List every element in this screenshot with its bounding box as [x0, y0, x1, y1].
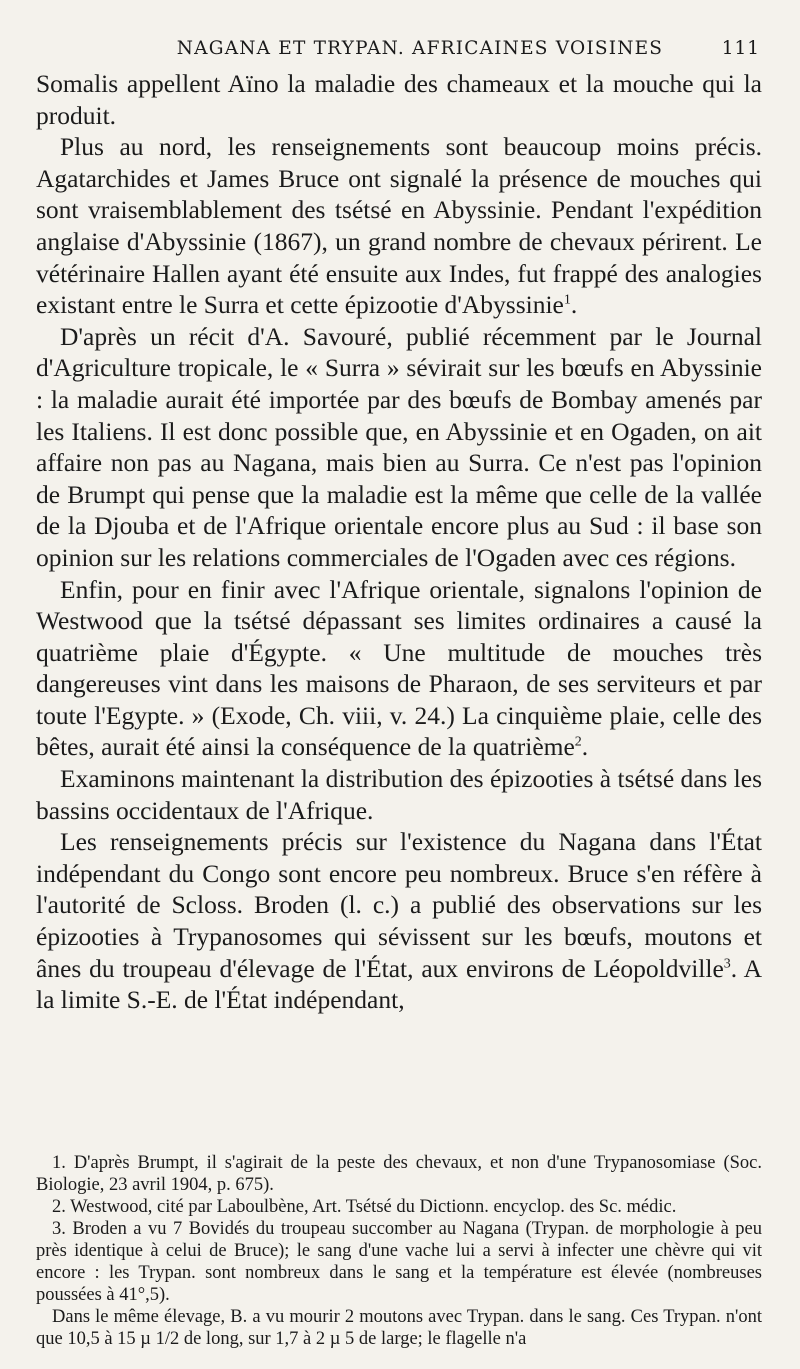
paragraph-savoure: D'après un récit d'A. Savouré, publié récemment par le Journal d'Agriculture tropicale, le « Surra » sévirait sur les bœufs en Abyssinie : la maladie aurait été importée par des bœufs de Bombay amenés par les Italiens. Il est donc possible que, en Abyssinie et en Ogaden, on ait affaire non pas au Nagana, mais bien au Surra. Ce n'est pas l'opinion de Brumpt qui pense que la maladie est la même que celle de la vallée de la Djouba et de l'Afrique orientale encore plus au Sud : il base son opinion sur les relations commerciales de l'Ogaden avec ces régions. — [36, 321, 762, 572]
paragraph-westwood: Enfin, pour en finir avec l'Afrique orientale, signalons l'opinion de Westwood que la tsétsé dépassant ses limites ordinaires a causé la quatrième plaie d'Égypte. « Une multitude de mouches très dangereuses vint dans les maisons de Pharaon, de ses serviteurs et par toute l'Egypte. » (Exode, Ch. viii, v. 24.) La cinquième plaie, celle des bêtes, aurait été ainsi la conséquence de la quatrième$^2$. — [36, 574, 762, 762]
running-title: NAGANA ET TRYPAN. AFRICAINES VOISINES — [176, 38, 664, 59]
body-text — [36, 68, 762, 1016]
footnote-ref-2: 2 — [574, 734, 582, 750]
footnotes — [36, 1152, 762, 1350]
page-number: 111 — [721, 38, 760, 59]
footnote-2: 2. Westwood, cité par Laboulbène, Art. Tsétsé du Dictionn. encyclop. des Sc. médic. — [52, 1197, 677, 1217]
paragraph-abyssinie: Plus au nord, les renseignements sont beaucoup moins précis. Agatarchides et James Bruce ont signalé la présence de mouches qui sont vraisemblablement des tsétsé en Abyssinie. Pendant l'expédition anglaise d'Abyssinie (1867), un grand nombre de chevaux périrent. Le vétérinaire Hallen ayant été ensuite aux Indes, fut frappé des analogies existant entre le Surra et cette épizootie d'Abyssinie$^1$. — [36, 132, 762, 320]
footnote-3-continued: Dans le même élevage, B. a vu mourir 2 moutons avec Trypan. dans le sang. Ces Trypan. n'ont que 10,5 à 15 µ 1/2 de long, sur 1,7 à 2 µ 5 de large; le flagelle n'a — [36, 1307, 762, 1349]
footnote-ref-3: 3 — [723, 956, 731, 972]
paragraph-continuation: Somalis appellent Aïno la maladie des chameaux et la mouche qui la produit. — [36, 69, 762, 130]
footnote-ref-1: 1 — [563, 292, 571, 308]
running-head — [40, 38, 760, 64]
footnote-1: 1. D'après Brumpt, il s'agirait de la peste des chevaux, et non d'une Trypanosomiase (Soc. Biologie, 23 avril 1904, p. 675). — [36, 1153, 762, 1195]
footnote-3: 3. Broden a vu 7 Bovidés du troupeau succomber au Nagana (Trypan. de morphologie à peu près identique à celui de Bruce); le sang d'une vache lui a servi à infecter une chèvre qui vit encore : les Trypan. sont nombreux dans le sang et la température est élevée (nombreuses poussées à 41°,5). — [36, 1219, 762, 1305]
paragraph-bassins: Examinons maintenant la distribution des épizooties à tsétsé dans les bassins occidentaux de l'Afrique. — [36, 764, 762, 825]
paragraph-congo: Les renseignements précis sur l'existence du Nagana dans l'État indépendant du Congo sont encore peu nombreux. Bruce s'en réfère à l'autorité de Scloss. Broden (l. c.) a publié des observations sur les épizooties à Trypanosomes qui sévissent sur les bœufs, moutons et ânes du troupeau d'élevage de l'État, aux environs de Léopoldville$^3$. A la limite S.-E. de l'État indépendant, — [36, 827, 762, 1015]
